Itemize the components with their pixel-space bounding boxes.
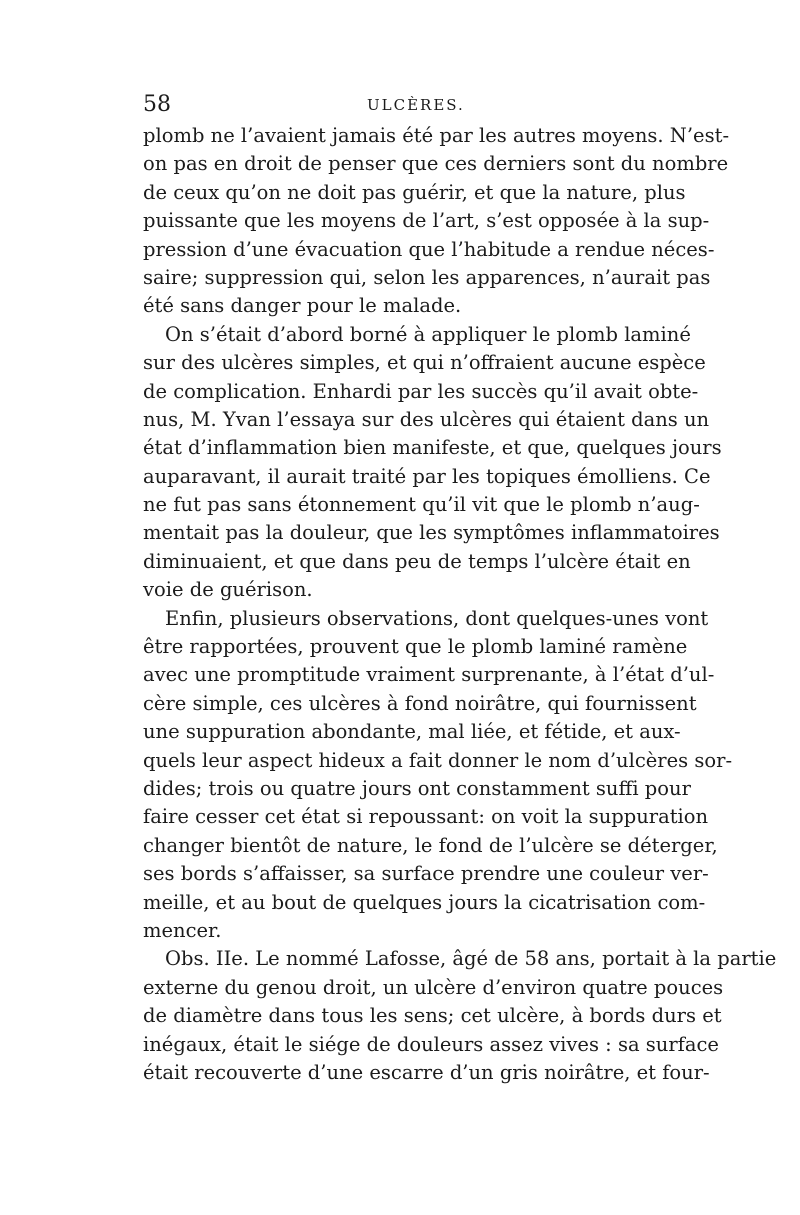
- text-line: voie de guérison.: [143, 578, 313, 602]
- text-line: saire; suppression qui, selon les apparences, n’aurait pas: [143, 265, 711, 289]
- running-title: ULCÈRES.: [367, 96, 465, 114]
- page-header: [143, 92, 668, 122]
- text-line: dides; trois ou quatre jours ont constamment suffi pour: [143, 776, 691, 800]
- text-line: changer bientôt de nature, le fond de l’ulcère se déterger,: [143, 833, 718, 857]
- text-line: pression d’une évacuation que l’habitude a rendue néces-: [143, 237, 715, 261]
- text-line: Enfin, plusieurs observations, dont quelques-unes vont: [165, 606, 709, 630]
- text-line: quels leur aspect hideux a fait donner le nom d’ulcères sor-: [143, 748, 733, 772]
- page-number: 58: [143, 92, 171, 117]
- text-line: faire cesser cet état si repoussant: on voit la suppuration: [143, 805, 709, 829]
- text-line: inégaux, était le siége de douleurs assez vives : sa surface: [143, 1032, 719, 1056]
- body-text: [143, 122, 777, 1087]
- text-line: de diamètre dans tous les sens; cet ulcère, à bords durs et: [143, 1004, 722, 1028]
- text-line: ses bords s’affaisser, sa surface prendre une couleur ver-: [143, 862, 709, 886]
- text-line: On s’était d’abord borné à appliquer le plomb laminé: [165, 322, 691, 346]
- text-line: externe du genou droit, un ulcère d’environ quatre pouces: [143, 975, 724, 999]
- text-line: meille, et au bout de quelques jours la cicatrisation com-: [143, 890, 706, 914]
- text-line: de ceux qu’on ne doit pas guérir, et que la nature, plus: [143, 180, 686, 204]
- text-line: puissante que les moyens de l’art, s’est opposée à la sup-: [143, 209, 710, 233]
- text-line: une suppuration abondante, mal liée, et fétide, et aux-: [143, 720, 681, 744]
- text-line: on pas en droit de penser que ces derniers sont du nombre: [143, 152, 729, 176]
- text-line: être rapportées, prouvent que le plomb laminé ramène: [143, 635, 688, 659]
- text-line: mentait pas la douleur, que les symptômes inflammatoires: [143, 521, 720, 545]
- text-line: de complication. Enhardi par les succès qu’il avait obte-: [143, 379, 699, 403]
- text-line: cère simple, ces ulcères à fond noirâtre, qui fournissent: [143, 691, 697, 715]
- text-line: mencer.: [143, 918, 222, 942]
- text-line: auparavant, il aurait traité par les topiques émolliens. Ce: [143, 464, 711, 488]
- text-line: nus, M. Yvan l’essaya sur des ulcères qui étaient dans un: [143, 407, 710, 431]
- text-line: plomb ne l’avaient jamais été par les autres moyens. N’est-: [143, 124, 730, 147]
- text-line: avec une promptitude vraiment surprenante, à l’état d’ul-: [143, 663, 715, 687]
- text-line: ne fut pas sans étonnement qu’il vit que le plomb n’aug-: [143, 493, 700, 517]
- text-line: sur des ulcères simples, et qui n’offraient aucune espèce: [143, 351, 706, 375]
- text-line: été sans danger pour le malade.: [143, 294, 462, 318]
- text-line: diminuaient, et que dans peu de temps l’ulcère était en: [143, 549, 691, 573]
- text-line: Obs. IIe. Le nommé Lafosse, âgé de 58 ans, portait à la partie: [165, 947, 777, 971]
- text-line: état d’inflammation bien manifeste, et que, quelques jours: [143, 436, 722, 460]
- text-line: était recouverte d’une escarre d’un gris noirâtre, et four-: [143, 1060, 710, 1084]
